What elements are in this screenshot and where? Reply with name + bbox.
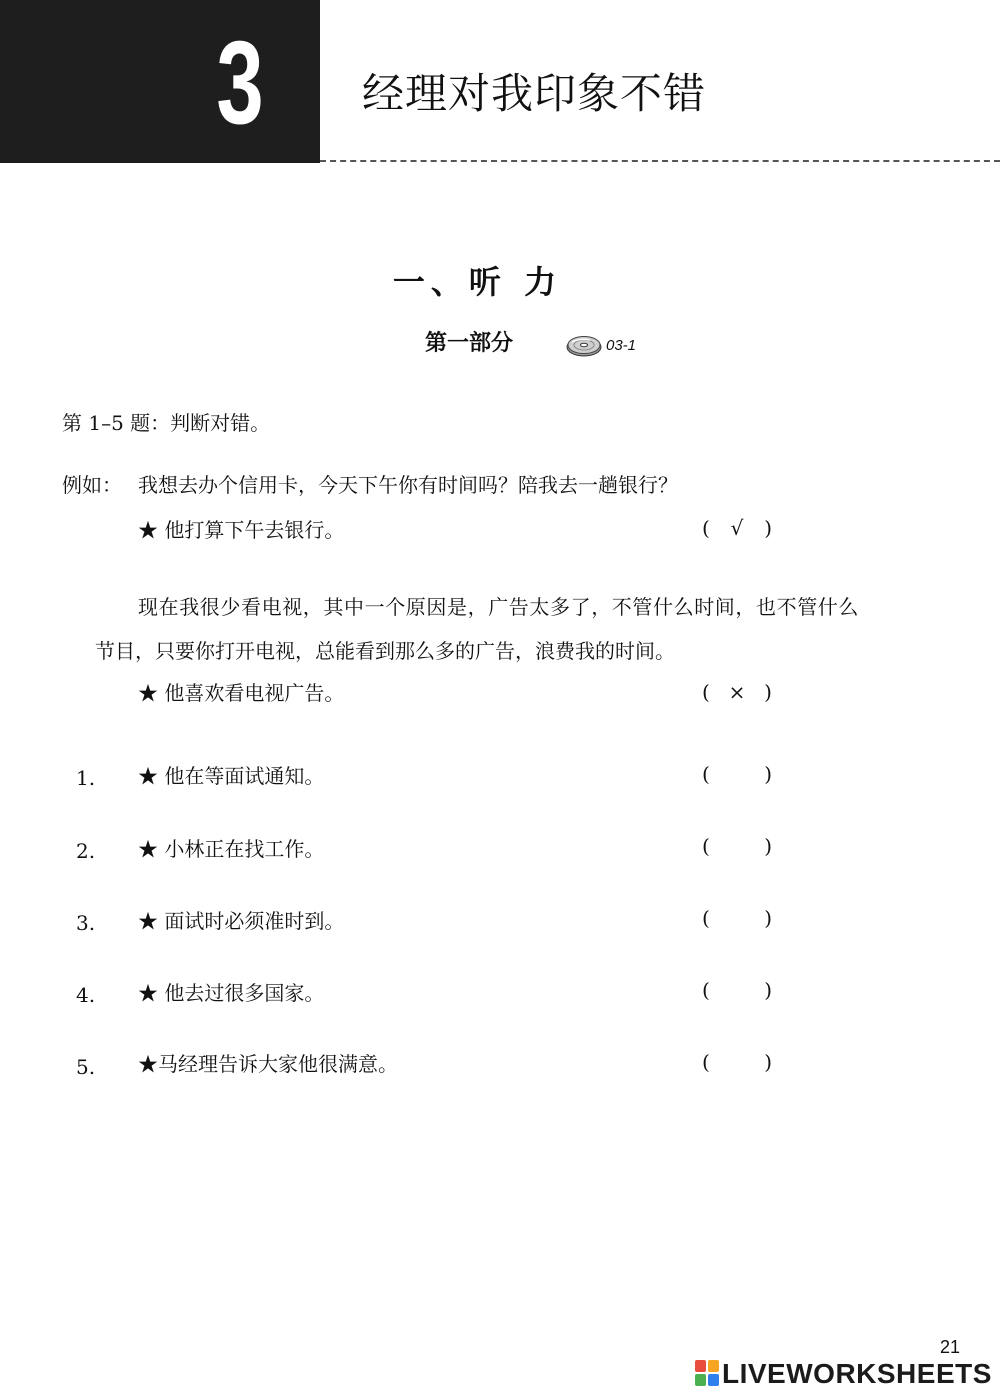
example-2-paragraph-line-1: 现在我很少看电视，其中一个原因是，广告太多了，不管什么时间，也不管什么 bbox=[138, 595, 859, 619]
liveworksheets-brand[interactable]: LIVEWORKSHEETS bbox=[722, 1358, 992, 1389]
check-mark: √ bbox=[730, 516, 744, 540]
paren-open: ( bbox=[702, 834, 710, 858]
header-dashed-divider bbox=[320, 160, 1000, 162]
paren-close: ) bbox=[764, 1050, 772, 1074]
question-4-number: 4. bbox=[76, 983, 96, 1007]
section-title: 一、听 力 bbox=[392, 263, 563, 301]
question-2-number: 2. bbox=[76, 839, 96, 863]
lesson-title: 经理对我印象不错 bbox=[362, 69, 707, 118]
paren-close: ) bbox=[764, 978, 772, 1002]
question-3-answer-box[interactable] bbox=[702, 903, 772, 933]
cd-icon[interactable] bbox=[566, 332, 602, 358]
example-label: 例如： bbox=[62, 473, 122, 497]
paren-close: ) bbox=[764, 834, 772, 858]
part-title: 第一部分 bbox=[425, 331, 514, 356]
paren-open: ( bbox=[702, 1050, 710, 1074]
paren-open: ( bbox=[702, 906, 710, 930]
cross-mark: × bbox=[728, 680, 746, 704]
question-2-text: ★ 小林正在找工作。 bbox=[138, 837, 325, 861]
paren-close: ) bbox=[764, 762, 772, 786]
paren-open: ( bbox=[702, 680, 710, 704]
example-1-text: 我想去办个信用卡，今天下午你有时间吗？陪我去一趟银行？ bbox=[138, 473, 678, 497]
question-1-answer-box[interactable] bbox=[702, 759, 772, 789]
paren-close: ) bbox=[764, 906, 772, 930]
question-1-text: ★ 他在等面试通知。 bbox=[138, 764, 325, 788]
example-1-answer-box bbox=[702, 513, 772, 543]
question-5-text: ★马经理告诉大家他很满意。 bbox=[138, 1052, 398, 1076]
question-3-number: 3. bbox=[76, 911, 96, 935]
liveworksheets-logo-icon bbox=[694, 1359, 720, 1387]
question-3-text: ★ 面试时必须准时到。 bbox=[138, 909, 345, 933]
paren-close: ) bbox=[764, 516, 772, 540]
instruction-text: 第 1–5 题：判断对错。 bbox=[62, 411, 271, 435]
example-2-paragraph-line-2: 节目，只要你打开电视，总能看到那么多的广告，浪费我的时间。 bbox=[95, 639, 675, 663]
paren-open: ( bbox=[702, 978, 710, 1002]
page-number: 21 bbox=[940, 1337, 961, 1357]
example-2-answer-box bbox=[702, 677, 772, 707]
question-5-number: 5. bbox=[76, 1055, 96, 1079]
paren-open: ( bbox=[702, 762, 710, 786]
paren-open: ( bbox=[702, 516, 710, 540]
question-2-answer-box[interactable] bbox=[702, 831, 772, 861]
question-4-text: ★ 他去过很多国家。 bbox=[138, 981, 325, 1005]
example-1-statement: ★ 他打算下午去银行。 bbox=[138, 518, 345, 542]
example-2-statement: ★ 他喜欢看电视广告。 bbox=[138, 681, 345, 705]
paren-close: ) bbox=[764, 680, 772, 704]
lesson-number-block bbox=[0, 0, 320, 163]
question-1-number: 1. bbox=[76, 766, 96, 790]
audio-track-label: 03-1 bbox=[606, 337, 637, 354]
lesson-number: 3 bbox=[216, 17, 264, 149]
question-5-answer-box[interactable] bbox=[702, 1047, 772, 1077]
question-4-answer-box[interactable] bbox=[702, 975, 772, 1005]
